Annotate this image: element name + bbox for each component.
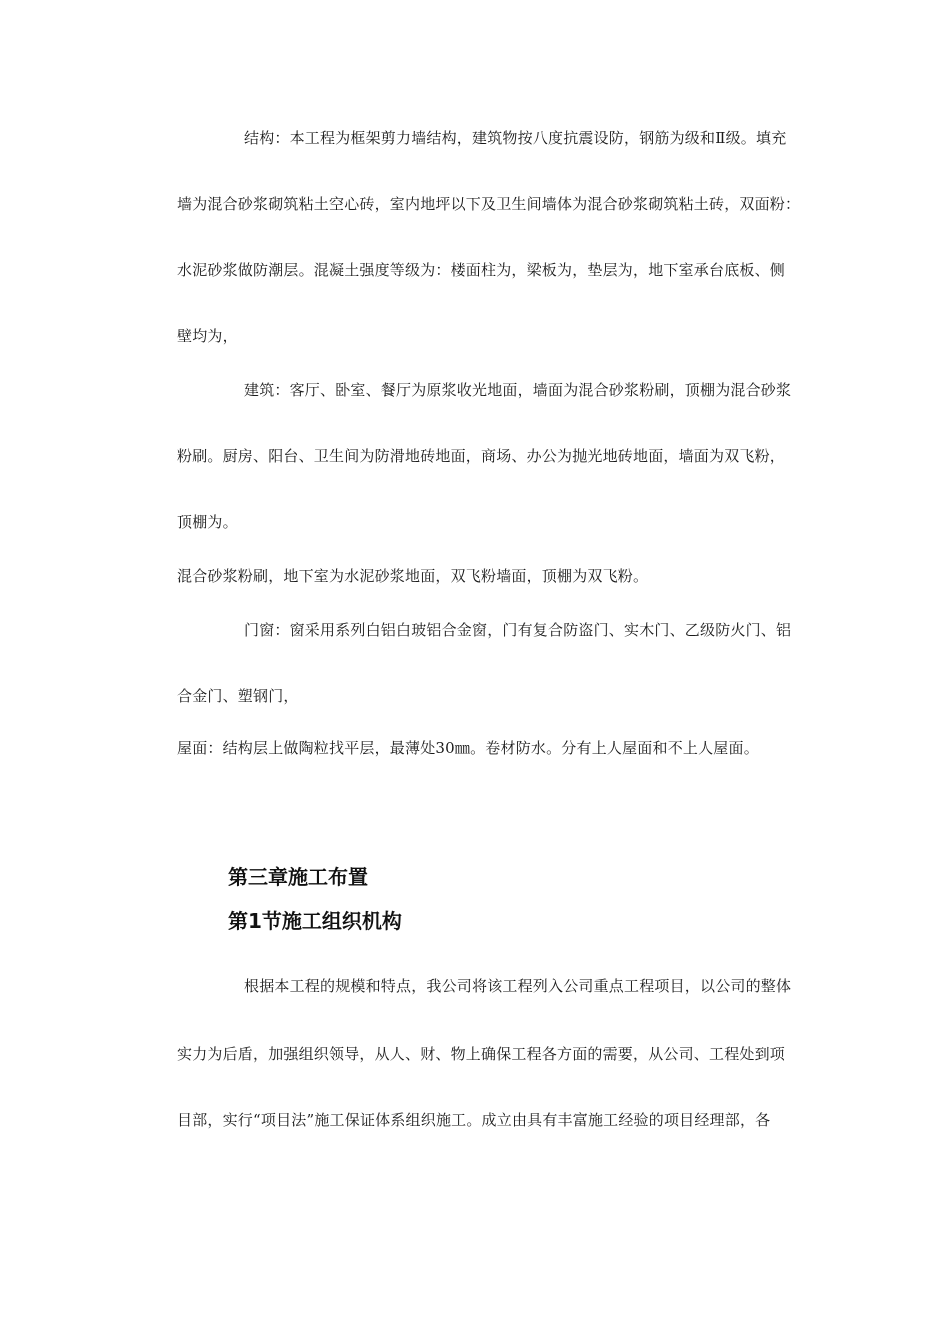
architecture-line-1: 建筑：客厅、卧室、餐厅为原浆收光地面，墙面为混合砂浆粉刷，顶棚为混合砂浆: [244, 381, 792, 399]
structure-line-2: 墙为混合砂浆砌筑粘土空心砖，室内地坪以下及卫生间墙体为混合砂浆砌筑粘土砖，双面粉：: [177, 195, 801, 213]
architecture-line-4: 混合砂浆粉刷，地下室为水泥砂浆地面，双飞粉墙面，顶棚为双飞粉。: [177, 567, 649, 585]
chapter-title: 第三章施工布置: [228, 865, 368, 889]
doors-windows-line-2: 合金门、塑钢门，: [177, 687, 299, 705]
architecture-line-2: 粉刷。厨房、阳台、卫生间为防滑地砖地面，商场、办公为抛光地砖地面，墙面为双飞粉，: [177, 447, 786, 465]
roof-line: 屋面：结构层上做陶粒找平层，最薄处30㎜。卷材防水。分有上人屋面和不上人屋面。: [177, 739, 759, 757]
structure-line-1: 结构：本工程为框架剪力墙结构，建筑物按八度抗震设防，钢筋为级和Ⅱ级。填充: [244, 129, 787, 147]
architecture-line-3: 顶棚为。: [177, 513, 238, 531]
structure-line-4: 壁均为，: [177, 327, 238, 345]
doors-windows-line-1: 门窗：窗采用系列白铝白玻铝合金窗，门有复合防盗门、实木门、乙级防火门、铝: [244, 621, 792, 639]
organization-line-1: 根据本工程的规模和特点，我公司将该工程列入公司重点工程项目，以公司的整体: [244, 977, 792, 995]
organization-line-3: 目部，实行“项目法”施工保证体系组织施工。成立由具有丰富施工经验的项目经理部，各: [177, 1111, 771, 1129]
structure-line-3: 水泥砂浆做防潮层。混凝土强度等级为：楼面柱为，梁板为，垫层为，地下室承台底板、侧: [177, 261, 786, 279]
section-title: 第1节施工组织机构: [228, 909, 402, 933]
organization-line-2: 实力为后盾，加强组织领导，从人、财、物上确保工程各方面的需要，从公司、工程处到项: [177, 1045, 786, 1063]
